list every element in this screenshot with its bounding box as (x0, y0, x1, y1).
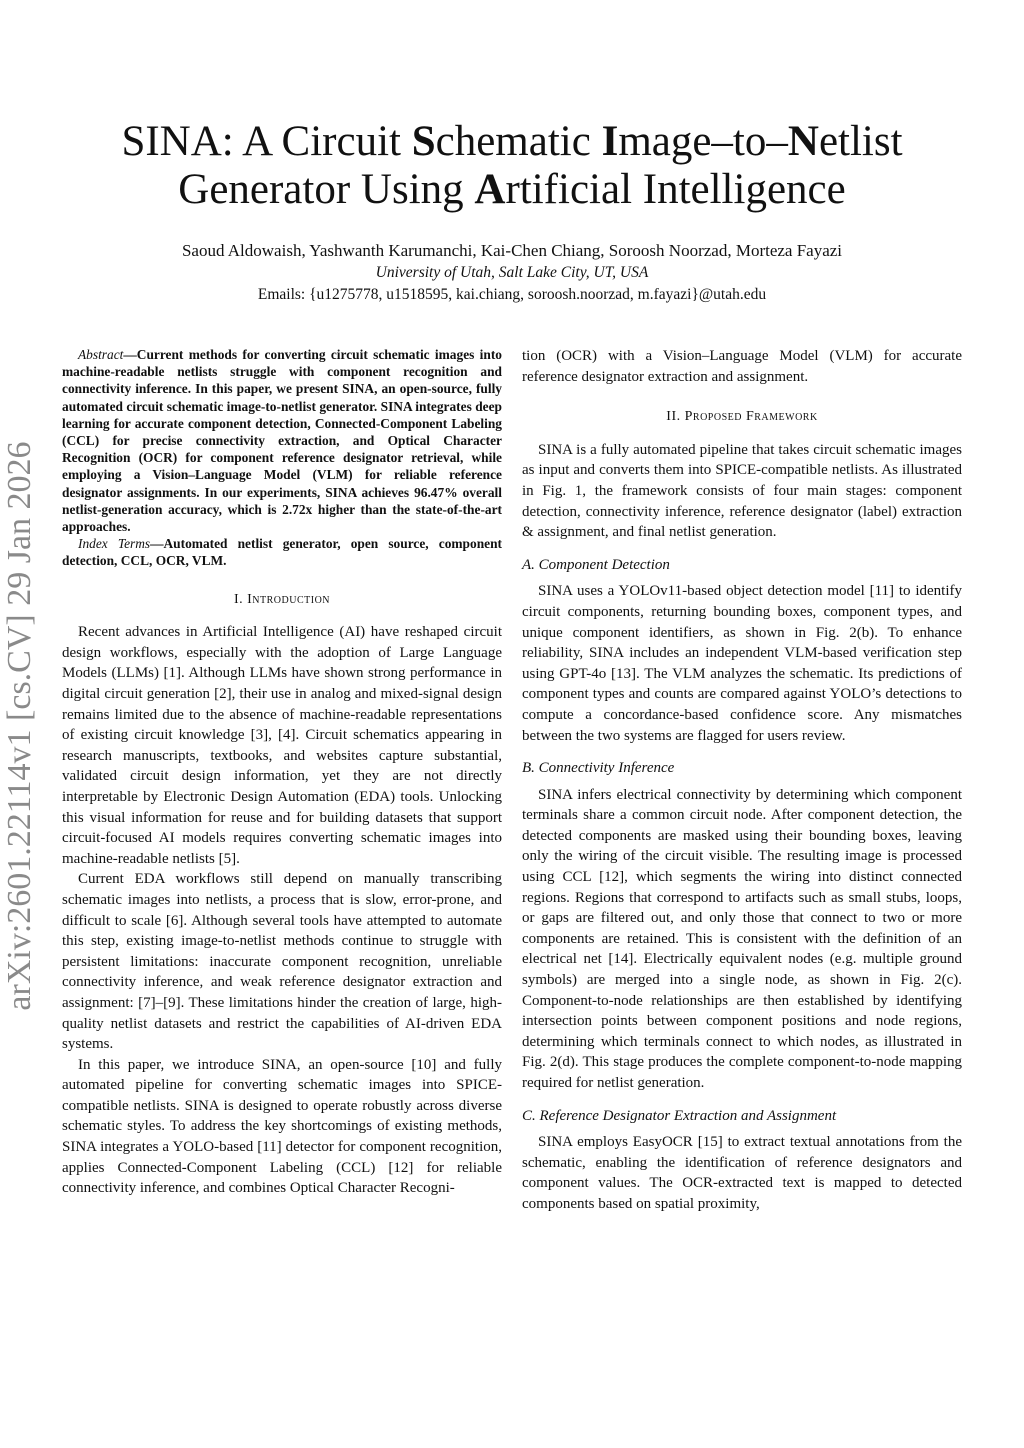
right-column (522, 346, 962, 1215)
intro-paragraph-3: In this paper, we introduce SINA, an open-source [10] and fully automated pipeline for converting schematic images into SPICE-compatible netlists. SINA is designed to operate robustly across diverse schematic styles. To address the key shortcomings of existing methods, SINA integrates a YOLO-based [11] detector for component recognition, applies Connected-Component Labeling (CCL) [12] for reliable connectivity inference, and combines Optical Character Recogni- (62, 1056, 502, 1197)
intro-paragraph-3-continued: tion (OCR) with a Vision–Language Model (VLM) for accurate reference designator extraction and assignment. (522, 348, 962, 385)
left-column (62, 346, 502, 1199)
affiliation: University of Utah, Salt Lake City, UT, USA (375, 264, 649, 281)
subsection-heading-component-detection: A. Component Detection (522, 556, 670, 573)
title-line-1: SINA: A Circuit Schematic Image–to–Netlist (121, 118, 903, 165)
section-heading-proposed-framework: II. Proposed Framework (666, 409, 818, 425)
subsection-heading-connectivity-inference: B. Connectivity Inference (522, 760, 675, 777)
title-line-2: Generator Using Artificial Intelligence (178, 166, 846, 213)
intro-paragraph-2: Current EDA workflows still depend on manually transcribing schematic images into netlists, a process that is slow, error-prone, and difficult to scale [6]. Although several tools have attempted to automate this step, existing image-to-netlist methods continue to struggle with persistent limitations: inaccurate component recognition, unreliable connectivity inference, and weak reference designator extraction and assignment: [7]–[9]. These limitations hinder the creation of large, high-quality netlist datasets and restrict the capabilities of AI-driven EDA systems. (62, 871, 502, 1053)
email-list: Emails: {u1275778, u1518595, kai.chiang, soroosh.noorzad, m.fayazi}@utah.edu (257, 286, 767, 303)
section-heading-introduction: I. Introduction (233, 591, 331, 607)
index-terms: Index Terms—Automated netlist generator, open source, component detection, CCL, OCR, VLM. (62, 536, 502, 569)
reference-designator-paragraph: SINA employs EasyOCR [15] to extract textual annotations from the schematic, enabling the identification of reference designators and component values. The OCR-extracted text is mapped to detected components based on spatial proximity, (522, 1134, 962, 1212)
component-detection-paragraph: SINA uses a YOLOv11-based object detection model [11] to identify circuit components, returning bounding boxes, component types, and unique component identifiers, as shown in Fig. 2(b). To enhance reliability, SINA includes an independent VLM-based verification step using GPT-4o [13]. The VLM analyzes the schematic. Its predictions of component types and counts are compared against YOLO’s detections to compute a concordance-based confidence score. Any mismatches between the two systems are flagged for users review. (522, 583, 962, 744)
arxiv-stamp: arXiv:2601.22114v1 [cs.CV] 29 Jan 2026 (1, 441, 38, 1011)
author-list: Saoud Aldowaish, Yashwanth Karumanchi, Kai-Chen Chiang, Soroosh Noorzad, Morteza Fayazi (181, 241, 843, 260)
intro-paragraph-1: Recent advances in Artificial Intelligence (AI) have reshaped circuit design workflows, especially with the adoption of Large Language Models (LLMs) [1]. Although LLMs have shown strong performance in digital circuit generation [2], their use in analog and mixed-signal design remains limited due to the absence of machine-readable representations of existing circuit knowledge [3], [4]. Circuit schematics appearing in research manuscripts, textbooks, and websites capture substantial, validated circuit design information, yet they are not directly interpretable by Electronic Design Automation (EDA) tools. Unlocking this visual information for reuse and for building datasets that support circuit-focused AI models requires converting schematic images into machine-readable netlists [5]. (62, 624, 502, 867)
paper-title (90, 118, 934, 214)
framework-paragraph-1: SINA is a fully automated pipeline that takes circuit schematic images as input and converts them into SPICE-compatible netlists. As illustrated in Fig. 1, the framework consists of four main stages: component detection, connectivity inference, reference designator (label) extraction & assignment, and final netlist generation. (522, 441, 962, 541)
subsection-heading-reference-designator: C. Reference Designator Extraction and Assignment (522, 1107, 837, 1124)
connectivity-inference-paragraph: SINA infers electrical connectivity by determining which component terminals share a common circuit node. After component detection, the detected components are masked using their bounding boxes, leaving only the wiring of the circuit visible. The resulting image is processed using CCL [12], which segments the wiring into distinct connected regions. Regions that correspond to artifacts such as small stubs, loops, or gaps are filtered out, and only those that connect to two or more components are retained. This is consistent with the definition of an electrical net [14]. Electrically equivalent nodes (e.g. multiple ground symbols) are merged into a single node, as shown in Fig. 2(c). Component-to-node relationships are then established by identifying intersection points between component positions and node regions, determining which terminals connect to which nodes, as illustrated in Fig. 2(d). This stage produces the complete component-to-node mapping required for netlist generation. (522, 786, 962, 1091)
abstract: Abstract—Current methods for converting circuit schematic images into machine-readable netlists struggle with component recognition and connectivity inference. In this paper, we present SINA, an open-source, fully automated circuit schematic image-to-netlist generator. SINA integrates deep learning for accurate component detection, Connected-Component Labeling (CCL) for precise connectivity extraction, and Optical Character Recognition (OCR) for component reference designator retrieval, while employing a Vision–Language Model (VLM) for reliable reference designator assignments. In our experiments, SINA achieves 96.47% overall netlist-generation accuracy, which is 2.72x higher than the state-of-the-art approaches. (62, 347, 502, 535)
